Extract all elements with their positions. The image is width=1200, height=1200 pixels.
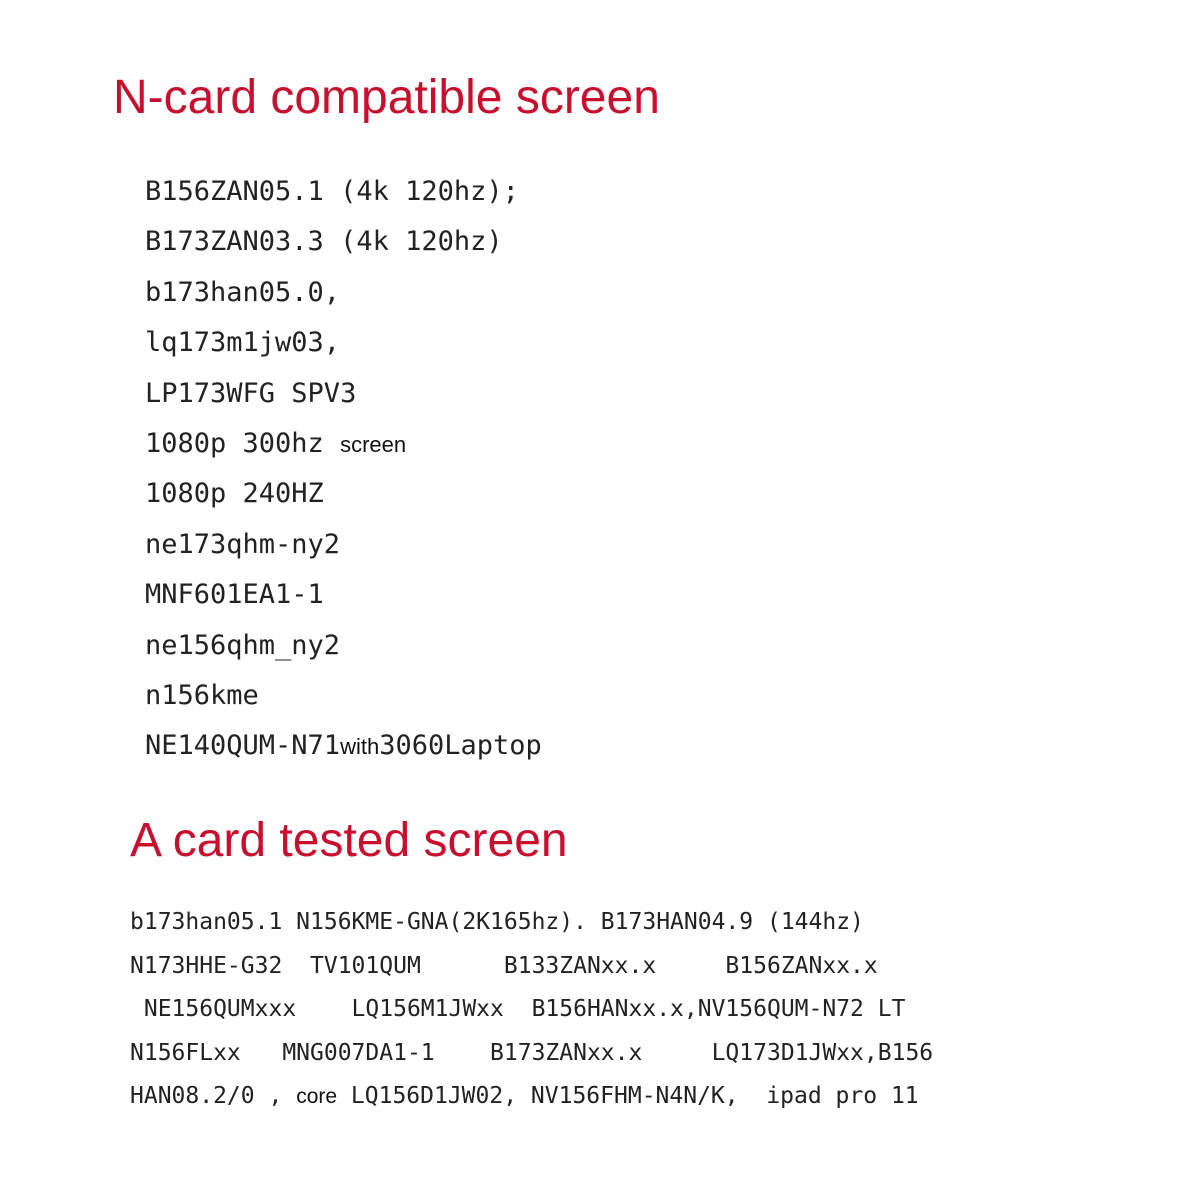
- acard-screen-list: [130, 902, 933, 1120]
- list-item-suffix: screen: [340, 431, 407, 457]
- list-line: b173han05.1 N156KME-GNA(2K165hz). B173HAN04.9 (144hz): [130, 909, 864, 935]
- list-line-text: HAN08.2/0 ,: [130, 1083, 283, 1110]
- list-item: B156ZAN05.1 (4k 120hz);: [145, 176, 519, 207]
- list-item-text: NE140QUM-N71: [145, 730, 341, 762]
- ncard-screen-list: [145, 170, 542, 775]
- list-item: ne156qhm_ny2: [145, 629, 341, 661]
- list-item: b173han05.0,: [145, 276, 341, 308]
- acard-section-title: A card tested screen: [130, 814, 568, 867]
- list-item: n156kme: [145, 679, 259, 711]
- list-item-suffix: with: [340, 734, 380, 760]
- list-item: [145, 724, 542, 774]
- list-item: 1080p 240HZ: [145, 478, 324, 510]
- list-line-core: core: [296, 1085, 338, 1109]
- list-line: N156FLxx MNG007DA1-1 B173ZANxx.x LQ173D1JWxx,B156: [130, 1039, 934, 1066]
- list-item: B173ZAN03.3 (4k 120hz): [145, 226, 503, 258]
- list-item: [145, 422, 542, 472]
- list-item: lq173m1jw03,: [145, 327, 341, 359]
- list-line: [130, 1076, 933, 1120]
- list-line: NE156QUMxxx LQ156M1JWxx B156HANxx.x,NV156QUM-N72 LT: [130, 996, 906, 1023]
- list-item: LP173WFG SPV3: [145, 377, 357, 409]
- list-item: MNF601EA1-1: [145, 579, 324, 611]
- list-line: N173HHE-G32 TV101QUM B133ZANxx.x B156ZANxx.x: [130, 952, 878, 979]
- list-item: ne173qhm-ny2: [145, 528, 341, 560]
- list-item-text: 1080p 300hz: [145, 427, 324, 459]
- list-item-tail: 3060Laptop: [379, 730, 542, 762]
- list-line-tail: LQ156D1JW02, NV156FHM-N4N/K, ipad pro 11: [350, 1083, 919, 1110]
- ncard-section-title: N-card compatible screen: [113, 71, 660, 124]
